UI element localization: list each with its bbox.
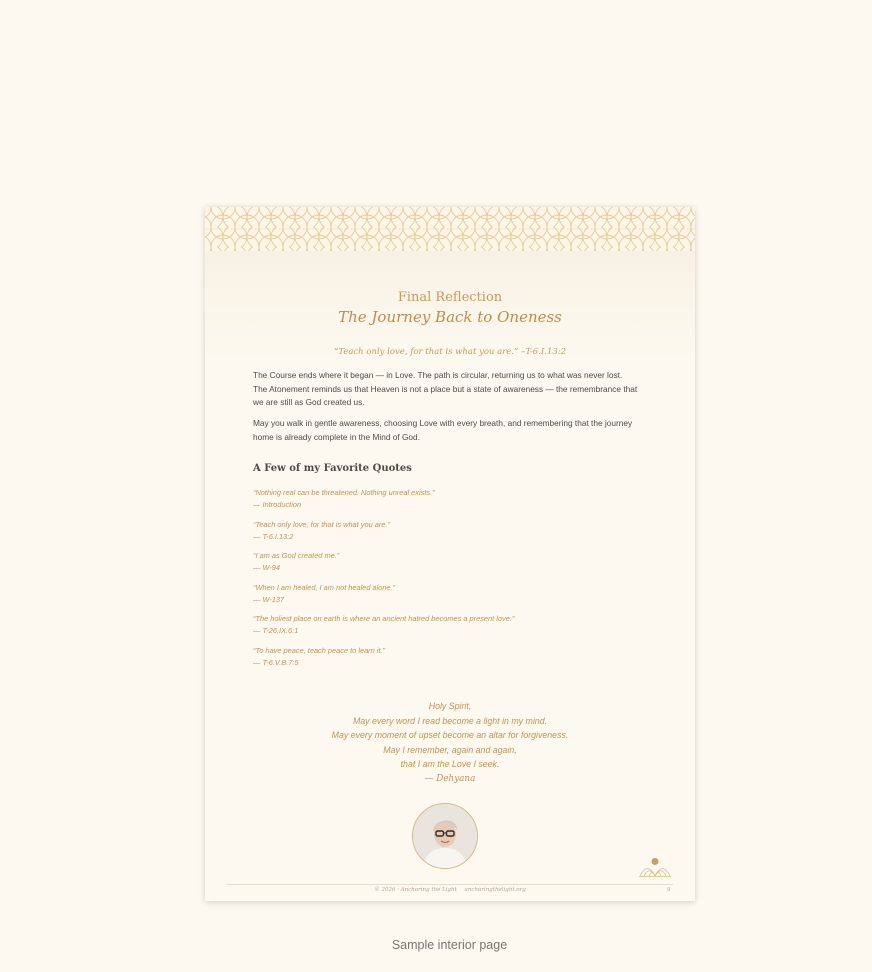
page-subheading: The Journey Back to Oneness [338,308,562,326]
footer-url: anchoringthelight.org [464,887,526,893]
quote-text: “I am as God created me.” [253,551,340,560]
quote-text: “To have peace, teach peace to learn it.” [253,645,386,655]
decorative-header-band [205,207,695,251]
quote-source: — T-26.IX.6:1 [253,626,299,635]
closing-prayer [205,699,695,786]
footer-divider [227,884,673,885]
quote-source: — W-94 [253,563,280,572]
prayer-line: that I am the Love I seek. [400,759,500,769]
section-title: A Few of my Favorite Quotes [253,463,412,474]
quote-item [253,613,653,645]
quote-item [253,550,653,582]
quote-item [253,582,653,614]
quote-source: — T-6.V.B.7:5 [253,657,299,667]
quote-source: — Introduction [253,500,302,509]
prayer-line: May every word I read become a light in my mind. [352,715,548,726]
quote-item [253,645,653,677]
author-avatar [412,803,478,869]
prayer-line: May I remember, again and again, [383,744,517,755]
quote-source: — T-6.I.13:2 [253,531,294,541]
circle-pattern-ornament [205,207,695,251]
header-wash [205,251,695,361]
image-caption: Sample interior page [391,938,508,952]
epigraph-quote: “Teach only love, for that is what you are.” –T-6.I.13:2 [333,347,567,357]
page-footer [205,887,695,893]
body-paragraph: The Course ends where it began — in Love. The path is circular, returning us to what was never lost. The Atonement reminds us that Heaven is not a place but a state of awareness — the remembrance that we are still as God created us. [253,370,638,407]
quotes-list [253,487,653,676]
quote-text: “The holiest place on earth is where an ancient hatred becomes a present love.” [253,614,515,623]
prayer-line: May every moment of upset become an altar for forgiveness. [331,730,569,740]
quote-item [253,487,653,519]
prayer-signature: — Dehyana [424,773,476,784]
quote-item [253,519,653,551]
page-number: 9 [667,887,671,893]
quote-text: “Nothing real can be threatened. Nothing unreal exists.” [253,488,435,497]
quote-text: “Teach only love, for that is what you are.” [253,519,390,529]
prayer-line: Holy Spirit, [428,701,472,711]
quote-source: — W-137 [253,594,285,604]
document-page [205,207,695,901]
quote-text: “When I am healed, I am not healed alone.” [253,582,396,592]
lotus-sun-logo-icon [637,857,673,884]
body-paragraph: May you walk in gentle awareness, choosing Love with every breath, and remembering that the journey home is already complete in the Mind of God. [253,418,633,442]
page-heading: Final Reflection [397,290,503,305]
footer-copyright: © 2026 · Anchoring the Light [374,887,457,893]
